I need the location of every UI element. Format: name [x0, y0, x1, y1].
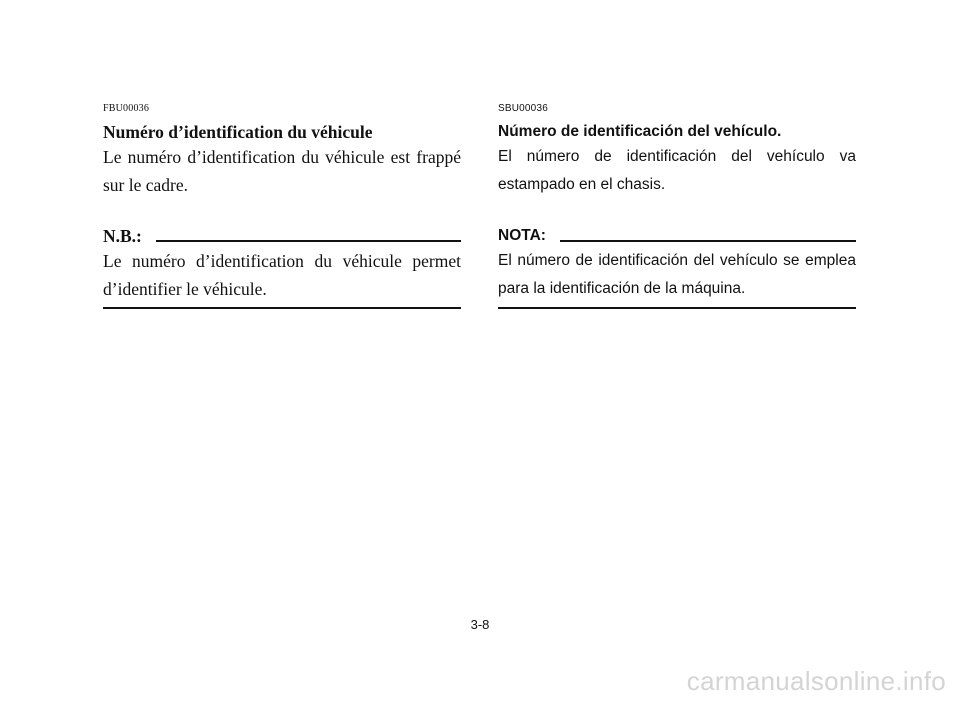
section-code: FBU00036	[103, 103, 150, 114]
note-label: NOTA:	[498, 227, 546, 244]
note-end-rule	[103, 307, 461, 309]
note-text: El número de identificación del vehículo se emplea para la identificación de la máquina.	[498, 252, 856, 297]
note-header	[498, 225, 856, 247]
section-body: El número de identificación del vehículo va estampado en el chasis.	[498, 148, 856, 193]
section-code: SBU00036	[498, 103, 548, 114]
section-body: Le numéro d’identification du véhicule est frappé sur le cadre.	[103, 147, 461, 195]
french-column	[103, 103, 461, 309]
note-rule	[560, 240, 856, 242]
page-number: 3-8	[470, 617, 490, 632]
spanish-column	[498, 103, 856, 309]
note-header	[103, 225, 461, 247]
section-heading: Numéro d’identification du véhicule	[103, 122, 373, 142]
note-end-rule	[498, 307, 856, 309]
note-rule	[156, 240, 461, 242]
note-label: N.B.:	[103, 226, 142, 246]
note-text: Le numéro d’identification du véhicule permet d’identifier le véhicule.	[103, 251, 461, 299]
watermark: carmanualsonline.info	[686, 666, 946, 696]
section-heading: Número de identificación del vehículo.	[498, 123, 782, 140]
